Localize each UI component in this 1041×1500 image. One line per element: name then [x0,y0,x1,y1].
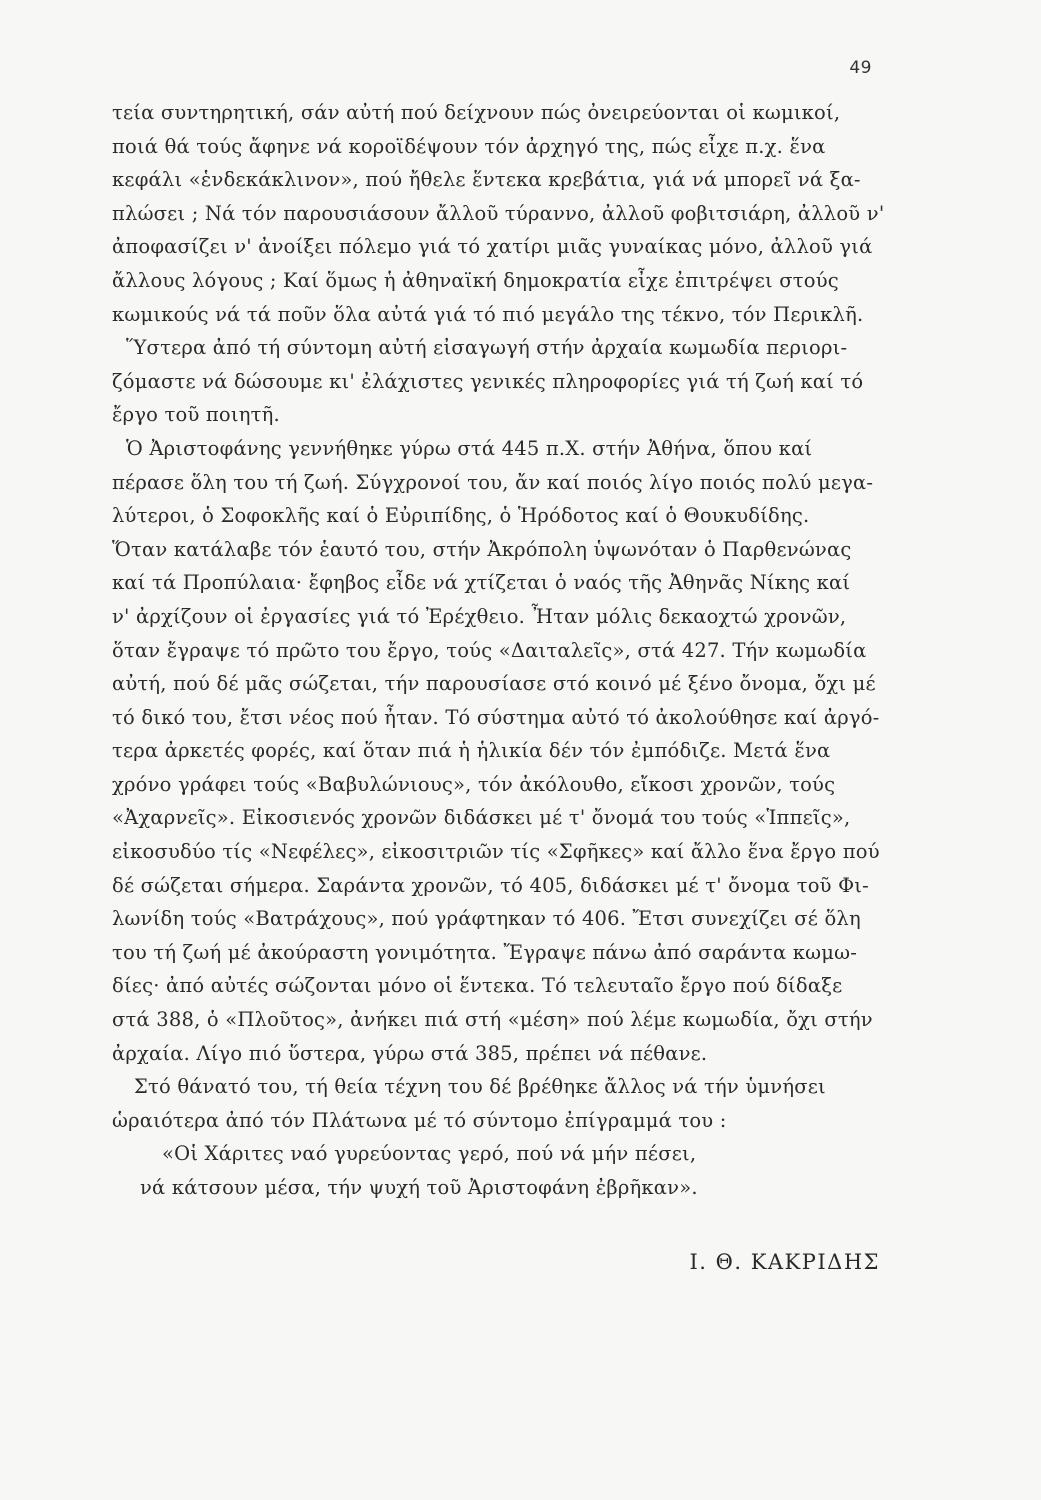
text-line: κωμικούς νά τά ποῦν ὅλα αὐτά γιά τό πιό μεγάλο της τέκνο, τόν Περικλῆ. [112,302,864,326]
paragraph-start-line: Ὁ Ἀριστοφάνης γεννήθηκε γύρω στά 445 π.Χ. στήν Ἀθήνα, ὅπου καί [126,436,813,460]
text-line: ν' ἀρχίζουν οἱ ἐργασίες γιά τό Ἐρέχθειο. Ἦταν μόλις δεκαοχτώ χρονῶν, [112,604,847,628]
text-line: αὐτή, πού δέ μᾶς σώζεται, τήν παρουσίασε στό κοινό μέ ξένο ὄνομα, ὄχι μέ [112,672,876,696]
text-line: ἀρχαία. Λίγο πιό ὕστερα, γύρω στά 385, πρέπει νά πέθανε. [112,1041,708,1065]
text-line: ὡραιότερα ἀπό τόν Πλάτωνα μέ τό σύντομο ἐπίγραμμά του : [112,1108,727,1132]
text-line: τερα ἀρκετές φορές, καί ὅταν πιά ἡ ἡλικία δέν τόν ἐμπόδιζε. Μετά ἕνα [112,739,831,763]
text-line: κεφάλι «ἑνδεκάκλινον», πού ἤθελε ἕντεκα κρεβάτια, γιά νά μπορεῖ νά ξα- [112,168,861,192]
paragraph-start-line: Στό θάνατό του, τή θεία τέχνη του δέ βρέθηκε ἄλλος νά τήν ὑμνήσει [134,1075,826,1099]
text-line: ἔργο τοῦ ποιητῆ. [112,403,280,427]
epigram-line: νά κάτσουν μέσα, τήν ψυχή τοῦ Ἀριστοφάνη ἐβρῆκαν». [140,1176,698,1199]
text-line: Ὅταν κατάλαβε τόν ἑαυτό του, στήν Ἀκρόπολη ὑψωνόταν ὁ Παρθενώνας [112,537,852,561]
text-line: λωνίδη τούς «Βατράχους», πού γράφτηκαν τό 406. Ἔτσι συνεχίζει σέ ὅλη [112,907,861,931]
author-signature: Ι. Θ. ΚΑΚΡΙΔΗΣ [689,1250,880,1274]
text-line: καί τά Προπύλαια· ἔφηβος εἶδε νά χτίζεται ὁ ναός τῆς Ἀθηνᾶς Νίκης καί [112,571,851,595]
text-line: στά 388, ὁ «Πλοῦτος», ἀνήκει πιά στή «μέση» πού λέμε κωμωδία, ὄχι στήν [112,1008,873,1032]
text-line: ἄλλους λόγους ; Καί ὅμως ἡ ἀθηναϊκή δημοκρατία εἶχε ἐπιτρέψει στούς [112,268,839,292]
text-line: «Ἀχαρνεῖς». Εἰκοσιενός χρονῶν διδάσκει μέ τ' ὄνομά του τούς «Ἱππεῖς», [112,806,851,830]
text-line: πλώσει ; Νά τόν παρουσιάσουν ἄλλοῦ τύραννο, ἀλλοῦ φοβιτσιάρη, ἀλλοῦ ν' [112,201,885,225]
text-line: δίες· ἀπό αὐτές σώζονται μόνο οἱ ἕντεκα. Τό τελευταῖο ἔργο πού δίδαξε [112,974,843,998]
text-line: τό δικό του, ἔτσι νέος πού ἦταν. Τό σύστημα αὐτό τό ἀκολούθησε καί ἀργό- [112,705,880,729]
text-line: ποιά θά τούς ἄφηνε νά κοροϊδέψουν τόν ἀρχηγό της, πώς εἶχε π.χ. ἕνα [112,134,826,158]
text-line: εἰκοσυδύο τίς «Νεφέλες», εἰκοσιτριῶν τίς «Σφῆκες» καί ἄλλο ἕνα ἔργο πού [112,840,880,864]
text-line: δέ σώζεται σήμερα. Σαράντα χρονῶν, τό 405, διδάσκει μέ τ' ὄνομα τοῦ Φι- [112,873,869,897]
text-line: ἀποφασίζει ν' ἀνοίξει πόλεμο γιά τό χατίρι μιᾶς γυναίκας μόνο, ἀλλοῦ γιά [112,235,873,259]
text-line: χρόνο γράφει τούς «Βαβυλώνιους», τόν ἀκόλουθο, εἴκοσι χρονῶν, τούς [112,772,836,796]
text-line: λύτεροι, ὁ Σοφοκλῆς καί ὁ Εὐριπίδης, ὁ Ἡρόδοτος καί ὁ Θουκυδίδης. [112,504,810,528]
paragraph-start-line: Ὕστερα ἀπό τή σύντομη αὐτή εἰσαγωγή στήν ἀρχαία κωμωδία περιορι- [126,336,848,360]
epigram-line: «Οἱ Χάριτες ναό γυρεύοντας γερό, πού νά μήν πέσει, [162,1142,697,1166]
page-number: 49 [849,58,872,78]
text-line: τεία συντηρητική, σάν αὐτή πού δείχνουν πώς ὀνειρεύονται οἱ κωμικοί, [112,101,841,124]
text-line: ζόμαστε νά δώσουμε κι' ἐλάχιστες γενικές πληροφορίες γιά τή ζωή καί τό [112,369,864,393]
text-line: του τή ζωή μέ ἀκούραστη γονιμότητα. Ἔγραψε πάνω ἀπό σαράντα κωμω- [112,940,858,964]
text-line: ὅταν ἔγραψε τό πρῶτο του ἔργο, τούς «Δαιταλεῖς», στά 427. Τήν κωμωδία [112,638,867,662]
body-text [112,96,885,1205]
text-line: πέρασε ὅλη του τή ζωή. Σύγχρονοί του, ἄν καί ποιός λίγο ποιός πολύ μεγα- [112,470,874,494]
